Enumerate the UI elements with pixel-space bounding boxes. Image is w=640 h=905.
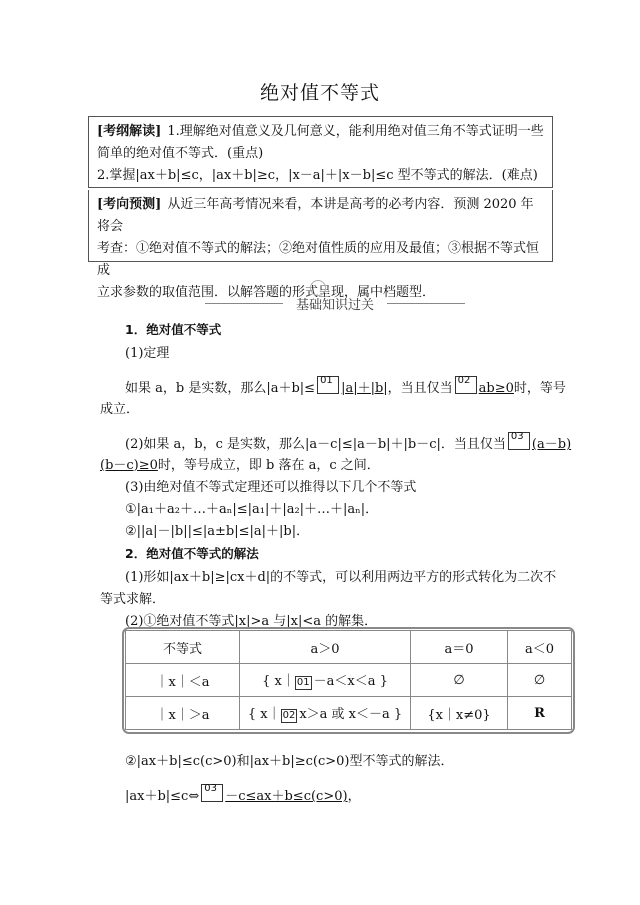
table-header: 不等式: [126, 631, 240, 664]
answer-03a: (a－b): [531, 437, 572, 452]
table-header: a＜0: [508, 631, 572, 664]
table-row: [126, 697, 572, 730]
s1-def: (1)定理: [125, 346, 170, 361]
s2-p5-text-b: ，: [347, 789, 361, 804]
answer-text: －a＜x＜a: [313, 674, 376, 689]
theorem2-line2: [100, 454, 380, 473]
s2-p5-text-a: |ax＋b|≤c⇔: [125, 789, 200, 804]
theorem-text-d: 成立．: [100, 402, 140, 417]
exam-forecast-line1: 从近三年高考情况来看，本讲是高考的必考内容．预测 2020 年将会: [97, 197, 534, 234]
table-cell: { x｜ 02 x＞a 或 x＜－a }: [240, 697, 411, 730]
table-row: [126, 664, 572, 697]
s1-p5: ②||a|－|b||≤|a±b|≤|a|＋|b|．: [125, 524, 310, 539]
table-cell: ｜x｜＞a: [126, 697, 240, 730]
s2-p4: ②|ax＋b|≤c(c>0)和|ax＋b|≥c(c>0)型不等式的解法．: [125, 754, 454, 769]
theorem-line1: [125, 376, 566, 396]
answer-text: x＞a 或 x＜－a: [299, 707, 390, 722]
s2-heading: 2．绝对值不等式的解法: [125, 546, 259, 561]
answer-num: 02: [282, 710, 296, 721]
answer-blank-03-s2: 03: [201, 784, 223, 802]
answer-01: |a|＋|b|: [341, 381, 388, 396]
table-cell: ∅: [508, 664, 572, 697]
table-header: a＞0: [240, 631, 411, 664]
theorem2-line1: [125, 432, 571, 452]
answer-blank-03: 03: [508, 432, 530, 450]
table-header-row: [126, 631, 572, 664]
answer-num: 01: [296, 677, 310, 688]
answer-02: ab≥0: [478, 381, 514, 396]
answer-blank-01: 01: [317, 376, 339, 394]
s1-p3: (3)由绝对值不等式定理还可以推得以下几个不等式: [125, 480, 417, 495]
s2-p1: (1)形如|ax＋b|≥|cx＋d|的不等式，可以利用两边平方的形式转化为二次不: [125, 570, 557, 585]
theorem2-text-a: (2)如果 a，b，c 是实数，那么|a－c|≤|a－b|＋|b－c|．当且仅当: [125, 437, 506, 452]
answer-03b: (b－c)≥0: [100, 458, 158, 473]
theorem-text-b: ，当且仅当: [387, 381, 453, 396]
table-header: a＝0: [411, 631, 508, 664]
table-cell: ｜x｜＜a: [126, 664, 240, 697]
page-title: 绝对值不等式: [259, 82, 380, 104]
answer-03-s2: －c≤ax＋b≤c(c>0): [225, 789, 348, 804]
table-cell: { x｜ 01 －a＜x＜a }: [240, 664, 411, 697]
exam-forecast-line2: 考查：①绝对值不等式的解法；②绝对值性质的应用及最值；③根据不等式恒成: [97, 241, 540, 278]
exam-outline-line3: 2.掌握|ax＋b|≤c，|ax＋b|≥c，|x－a|＋|x－b|≤c 型不等式的解法．(难点): [97, 168, 538, 183]
theorem-text-c: 时，等号: [513, 381, 566, 396]
table-cell: {x｜x≠0}: [411, 697, 508, 730]
table-cell: R: [508, 697, 572, 730]
s2-p2: 等式求解．: [100, 592, 166, 607]
exam-forecast-box: [88, 190, 553, 300]
exam-outline-box: [88, 116, 553, 188]
theorem-text-a: 如果 a，b 是实数，那么|a＋b|≤: [125, 381, 316, 396]
table-cell: ∅: [411, 664, 508, 697]
s2-p5: [125, 784, 361, 804]
exam-forecast-line3: 立求参数的取值范围．以解答题的形式呈现，属中档题型．: [97, 285, 436, 300]
answer-blank-02: 02: [455, 376, 477, 394]
s1-heading: 1．绝对值不等式: [125, 322, 222, 337]
theorem2-text-b: 时，等号成立，即 b 落在 a，c 之间．: [157, 458, 380, 473]
exam-outline-tag: [考纲解读]: [97, 124, 162, 139]
s2-p3: (2)①绝对值不等式|x|>a 与|x|<a 的解集．: [125, 614, 378, 629]
s1-p4: ①|a₁＋a₂＋…＋aₙ|≤|a₁|＋|a₂|＋…＋|aₙ|．: [125, 502, 379, 517]
inequality-table: [125, 630, 572, 730]
exam-outline-line2: 简单的绝对值不等式．(重点): [97, 146, 264, 161]
section-heading: 基础知识过关: [205, 294, 465, 313]
exam-forecast-tag: [考向预测]: [97, 197, 162, 212]
exam-outline-line1: 1.理解绝对值意义及几何意义，能利用绝对值三角不等式证明一些: [167, 124, 544, 139]
